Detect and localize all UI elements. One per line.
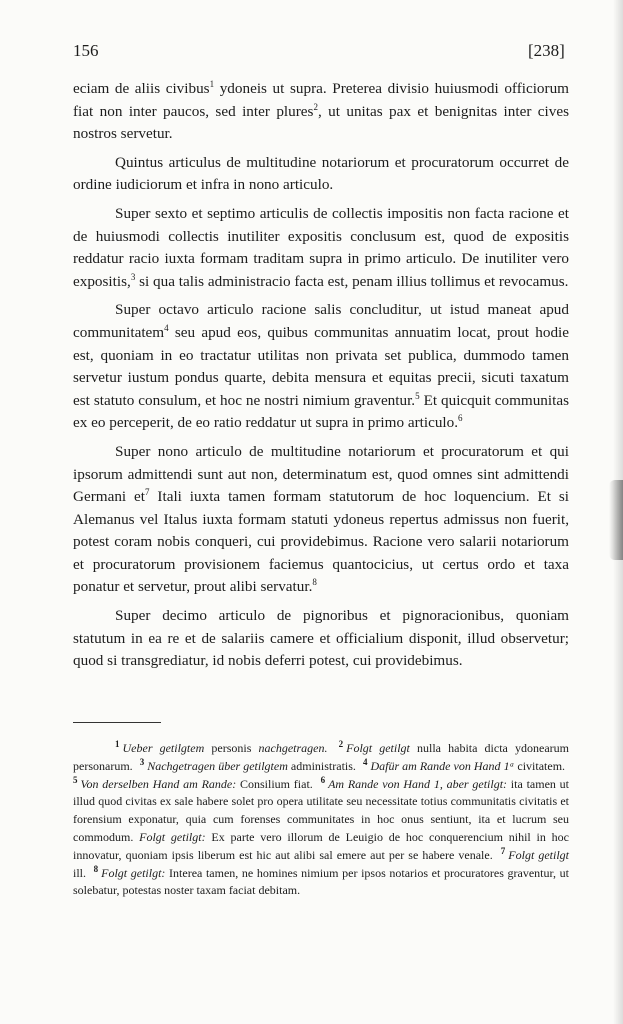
paragraph-text: ydoneis ut supra. Preterea divisio huiusmodi officiorum fiat non inter paucos, sed inter plures bbox=[73, 80, 569, 120]
paragraph-text: Et quicquit communitas ex eo perceperit, de eo ratio reddatur ut supra in primo articulo. bbox=[73, 391, 569, 432]
footnote-italic-text: Folgt getilgt: bbox=[139, 829, 206, 844]
footnote-marker: 1 bbox=[209, 78, 215, 89]
footnote-italic-text: Ueber getilgtem bbox=[122, 741, 205, 755]
paragraph-text: seu apud eos, quibus communitas annuatim locat, prout hodie est, quoniam in eo tractatur utilitas non privata set publica, dummodo tamen servetur iustum pondus quarte, debita mensura et equitas precii, sicuti taxatum est statuto consulum, et hoc ne nostri nimium graventur. bbox=[73, 323, 569, 409]
page-bracket-number: [238] bbox=[528, 41, 565, 60]
footnote-italic-text: Folgt getilgt bbox=[346, 741, 410, 755]
footnote-text: Ex parte vero illorum de Leuigio de hoc conquerencium nihil in hoc innovatur, quoniam ipsis liberum est hic aut alibi sal emere aut per se habere venale. bbox=[73, 829, 570, 862]
page-number: 156 bbox=[73, 41, 99, 60]
paragraph bbox=[73, 441, 569, 599]
paragraph-text: , ut unitas pax et benignitas inter cives nostros servetur. bbox=[73, 102, 569, 143]
footnote-number: 6 bbox=[320, 774, 326, 785]
footnote-text: Consilium fiat. bbox=[236, 776, 313, 791]
footnote-rule bbox=[73, 722, 161, 723]
footnote-marker: 8 bbox=[312, 577, 317, 588]
footnote-number: 7 bbox=[500, 845, 506, 856]
footnote-marker: 7 bbox=[145, 487, 150, 498]
footnote-marker: 3 bbox=[130, 271, 136, 282]
paragraph-text: Itali iuxta tamen formam statutorum de hoc loquencium. Et si Alemanus vel Italus iuxta formam statuti ydoneus repertus admissus non fuerit, potest coram nobis conqueri, cui providebimus. Racione vero salarii notariorum et procuratorum provisionem faciemus quantocicius, ut certus ordo et taxa ponatur et servetur, prout alibi servatur. bbox=[73, 488, 569, 596]
paragraph bbox=[73, 78, 569, 146]
paragraph-text: Quintus articulus de multitudine notariorum et procuratorum occurret de ordine iudiciorum et infra in nono articulo. bbox=[73, 153, 569, 194]
paragraph-text: Super decimo articulo de pignoribus et pignoracionibus, quoniam statutum in ea re et de salariis camere et officialium disponit, illud observetur; quod si transgrediatur, id nobis deferri potest, cui providebimus. bbox=[73, 607, 569, 670]
page-edge-mark bbox=[609, 480, 623, 560]
footnote-text: administratis. bbox=[287, 758, 356, 773]
footnote-italic-text: Nachgetragen über getilgtem bbox=[147, 758, 288, 773]
footnote-number: 3 bbox=[139, 756, 145, 767]
paragraph-text: si qua talis administracio facta est, penam illius tollimus et revocamus. bbox=[135, 272, 569, 290]
footnote-text: ill. bbox=[73, 865, 87, 880]
footnote-number: 8 bbox=[93, 863, 99, 874]
footnote-italic-text: Von derselben Hand am Rande: bbox=[80, 776, 237, 791]
footnote-text: ita tamen ut illud quod civitas ex sale habere solet pro opera utilitate seu necessitate totius communitatis civitatis et forensium exponatur, quia cum forenses communitates in hoc onus sentiunt, ita et lucrum seu commodum. bbox=[73, 776, 570, 844]
paragraph bbox=[73, 203, 569, 293]
footnote bbox=[73, 774, 313, 791]
footnote-text: nulla habita dicta ydonearum personarum. bbox=[73, 741, 569, 773]
footnote-number: 1 bbox=[115, 739, 120, 749]
paragraph-text: Super sexto et septimo articulis de collectis impositis non facta racione et de huiusmodi collectis inutiliter expositis conclusum est, quod de expositis reddatur racio iuxta formam traditam supra in primo articulo. De inutiliter vero expositis, bbox=[73, 204, 569, 290]
footnote-number: 4 bbox=[362, 756, 368, 767]
footnote-marker: 5 bbox=[415, 390, 420, 401]
footnote bbox=[139, 756, 356, 773]
footnote bbox=[115, 741, 327, 755]
footnote-text: civitatem. bbox=[514, 758, 566, 773]
paragraph bbox=[73, 299, 569, 435]
footnote-italic-text: Am Rande von Hand 1, aber getilgt: bbox=[328, 776, 508, 791]
paragraph bbox=[73, 152, 569, 197]
footnote-italic-text: Folgt getilgt bbox=[508, 847, 570, 862]
paragraph-text: Super octavo articulo racione salis concluditur, ut istud maneat apud communitatem bbox=[73, 301, 569, 341]
footnote-number: 5 bbox=[73, 774, 78, 785]
footnote-number: 2 bbox=[338, 739, 344, 749]
body-text bbox=[73, 78, 569, 679]
paragraph bbox=[73, 605, 569, 673]
footnote-marker: 2 bbox=[313, 101, 318, 112]
footnote-italic-text: Folgt getilgt: bbox=[101, 865, 166, 880]
footnote-text: Interea tamen, ne homines nimium per ipsos notarios et procuratores graventur, ut solebatur, potestas noster taxam faciat debitam. bbox=[73, 865, 569, 898]
footnote-text: personis bbox=[204, 741, 259, 755]
paragraph-text: Super nono articulo de multitudine notariorum et procuratorum et qui ipsorum admittendi sunt aut non, determinatum est, quod omnes sint admittendi Germani et bbox=[73, 442, 569, 506]
footnote bbox=[362, 756, 566, 773]
footnotes bbox=[73, 740, 569, 900]
footnote-marker: 4 bbox=[164, 322, 169, 333]
footnote-italic-text: nachgetragen. bbox=[258, 741, 328, 755]
footnote-italic-text: Dafür am Rande von Hand 1ᵃ bbox=[370, 758, 515, 773]
footnote bbox=[73, 863, 569, 898]
paragraph-text: eciam de aliis civibus bbox=[73, 80, 210, 97]
footnote-marker: 6 bbox=[458, 413, 463, 424]
